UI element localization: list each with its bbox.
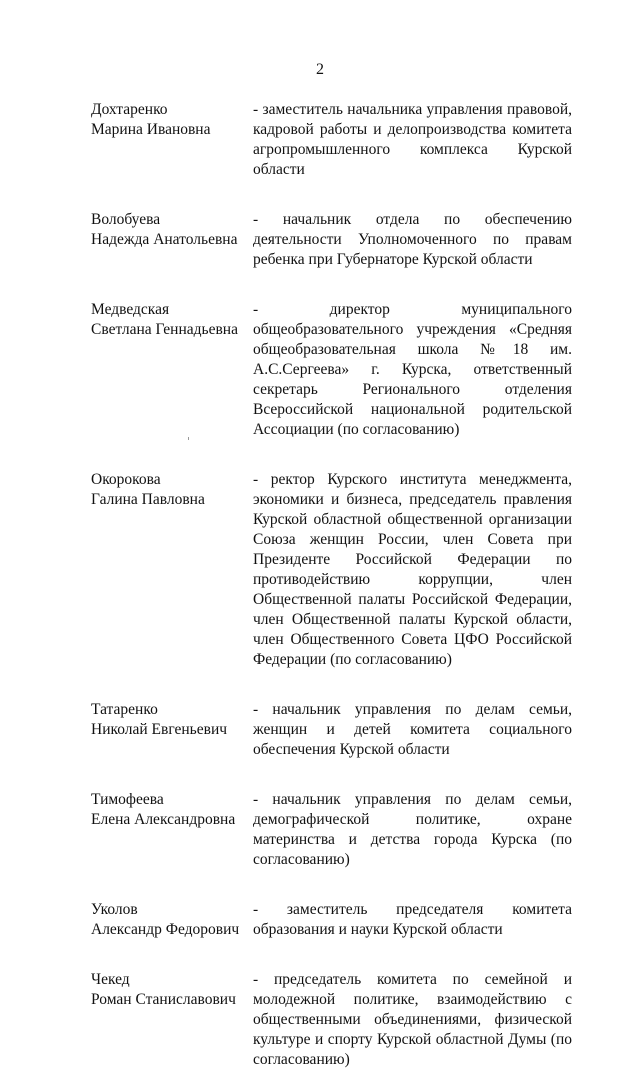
member-entry bbox=[91, 900, 572, 940]
member-name bbox=[91, 470, 253, 510]
members-list bbox=[91, 100, 572, 1070]
member-name bbox=[91, 970, 253, 1010]
member-role: - заместитель начальника управления правовой, кадровой работы и делопроизводства комитета агропромышленного комплекса Курской области bbox=[253, 101, 572, 178]
member-surname: Дохтаренко bbox=[91, 101, 168, 118]
member-name bbox=[91, 700, 253, 740]
member-given-name: Марина Ивановна bbox=[91, 121, 211, 138]
member-name bbox=[91, 300, 253, 340]
scan-artifact-mark bbox=[188, 437, 189, 440]
member-surname: Окорокова bbox=[91, 471, 161, 488]
member-given-name: Светлана Геннадьевна bbox=[91, 321, 238, 338]
member-given-name: Николай Евгеньевич bbox=[91, 721, 228, 738]
member-given-name: Галина Павловна bbox=[91, 491, 205, 508]
member-name bbox=[91, 100, 253, 140]
member-role: - начальник отдела по обеспечению деятельности Уполномоченного по правам ребенка при Губернаторе Курской области bbox=[253, 211, 572, 268]
member-entry bbox=[91, 790, 572, 870]
member-given-name: Александр Федорович bbox=[91, 921, 240, 938]
member-role: - ректор Курского института менеджмента, экономики и бизнеса, председатель правления Курской областной общественной организации Союза женщин России, член Совета при Президенте Российской Федерации по противодействию коррупции, член Общественной палаты Российской Федерации, член Общественной палаты Курской области, член Общественного Совета ЦФО Российской Федерации (по согласованию) bbox=[253, 471, 572, 668]
member-name bbox=[91, 900, 253, 940]
member-entry bbox=[91, 470, 572, 670]
member-surname: Медведская bbox=[91, 301, 170, 318]
member-given-name: Елена Александровна bbox=[91, 811, 236, 828]
member-surname: Волобуева bbox=[91, 211, 161, 228]
page-number: 2 bbox=[316, 61, 324, 78]
member-entry bbox=[91, 210, 572, 270]
member-entry bbox=[91, 700, 572, 760]
member-surname: Чекед bbox=[91, 971, 130, 988]
member-given-name: Надежда Анатольевна bbox=[91, 231, 238, 248]
member-role: - директор муниципального общеобразовательного учреждения «Средняя общеобразовательная школа №18 им. А.С.Сергеева» г. Курска, ответственный секретарь Регионального отделения Всероссийской национальной родительской Ассоциации (по согласованию) bbox=[253, 301, 572, 438]
member-entry bbox=[91, 100, 572, 180]
member-surname: Тимофеева bbox=[91, 791, 164, 808]
member-role: - заместитель председателя комитета образования и науки Курской области bbox=[253, 901, 572, 938]
member-role: - начальник управления по делам семьи, женщин и детей комитета социального обеспечения Курской области bbox=[253, 701, 572, 758]
member-role: - председатель комитета по семейной и молодежной политике, взаимодействию с общественными объединениями, физической культуре и спорту Курской областной Думы (по согласованию) bbox=[253, 971, 572, 1068]
member-role: - начальник управления по делам семьи, демографической политике, охране материнства и детства города Курска (по согласованию) bbox=[253, 791, 572, 868]
member-given-name: Роман Станиславович bbox=[91, 991, 236, 1008]
member-surname: Татаренко bbox=[91, 701, 158, 718]
member-name bbox=[91, 790, 253, 830]
member-entry bbox=[91, 970, 572, 1070]
member-surname: Уколов bbox=[91, 901, 138, 918]
member-entry bbox=[91, 300, 572, 440]
member-name bbox=[91, 210, 253, 250]
